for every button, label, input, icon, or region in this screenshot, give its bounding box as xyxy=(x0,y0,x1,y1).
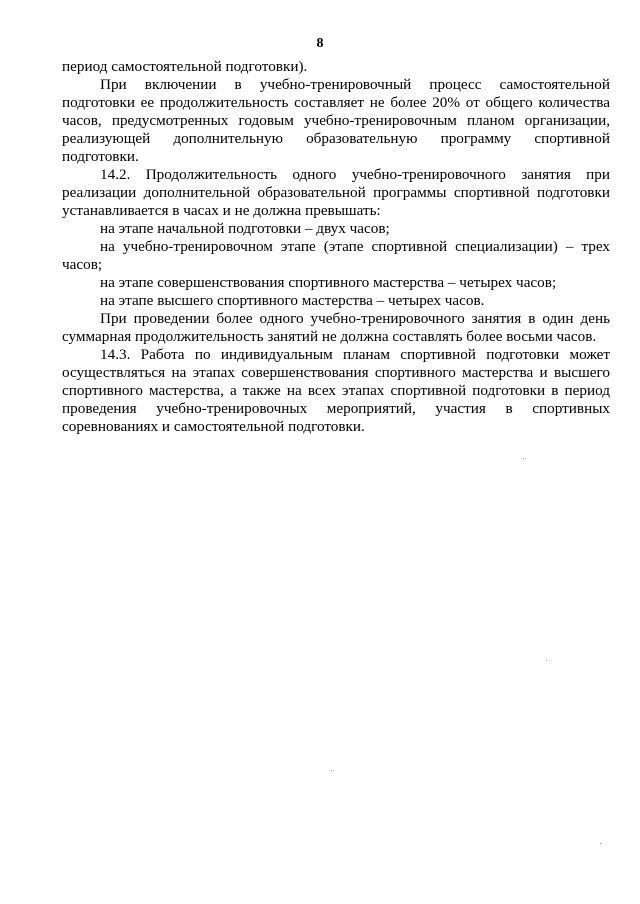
paragraph-multiple-sessions: При проведении более одного учебно-тренировочного занятия в один день суммарная продолжительность занятий не должна составлять более восьми часов. xyxy=(62,310,610,345)
paragraph-14-3: 14.3. Работа по индивидуальным планам спортивной подготовки может осуществляться на этапах совершенствования спортивного мастерства и высшего спортивного мастерства, а также на всех этапах спортивной подготовки в период проведения учебно-тренировочных мероприятий, участия в спортивных соревнованиях и самостоятельной подготовки. xyxy=(62,346,610,435)
scan-speck xyxy=(523,458,524,459)
scan-speck xyxy=(600,843,601,844)
list-item-higher-mastery-stage: на этапе высшего спортивного мастерства – четырех часов. xyxy=(100,292,485,309)
scan-speck xyxy=(331,770,332,771)
paragraph-continuation: период самостоятельной подготовки). xyxy=(62,58,308,75)
list-item-improvement-stage: на этапе совершенствования спортивного мастерства – четырех часов; xyxy=(100,274,557,291)
paragraph-independent-training: При включении в учебно-тренировочный процесс самостоятельной подготовки ее продолжительность составляет не более 20% от общего количества часов, предусмотренных годовым учебно-тренировочным планом организации, реализующей дополнительную образовательную программу спортивной подготовки. xyxy=(62,76,610,165)
paragraph-14-2: 14.2. Продолжительность одного учебно-тренировочного занятия при реализации дополнительной образовательной программы спортивной подготовки устанавливается в часах и не должна превышать: xyxy=(62,166,610,219)
page-number: 8 xyxy=(316,36,324,51)
document-body xyxy=(62,58,610,436)
list-item-training-stage: на учебно-тренировочном этапе (этапе спортивной специализации) – трех часов; xyxy=(62,238,610,273)
scan-speck xyxy=(546,660,547,661)
list-item-initial-stage: на этапе начальной подготовки – двух часов; xyxy=(100,220,390,237)
